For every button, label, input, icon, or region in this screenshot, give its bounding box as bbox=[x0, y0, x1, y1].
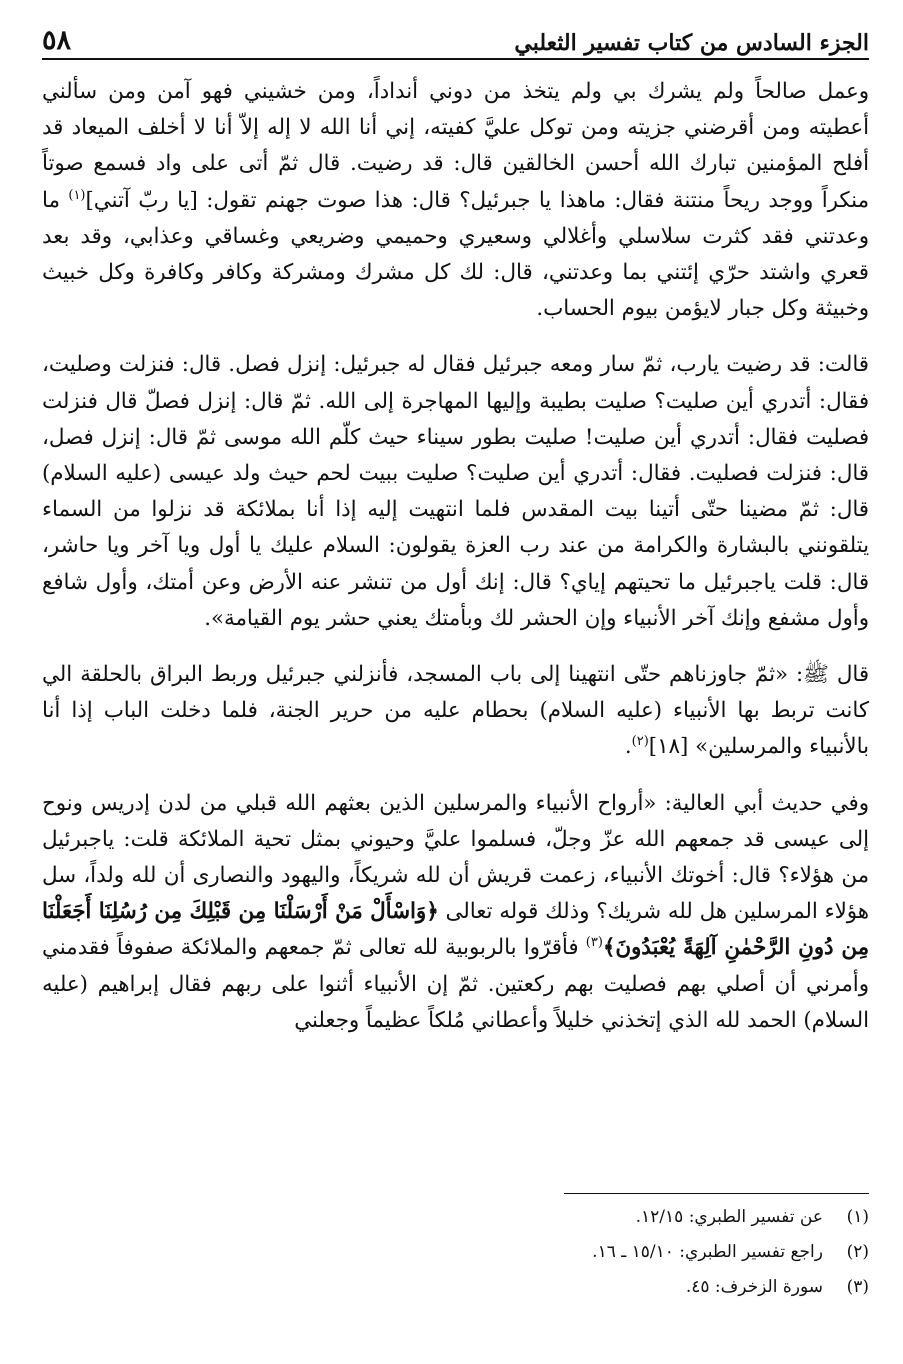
paragraph-3-text-b: . bbox=[624, 734, 632, 760]
footnote-item bbox=[42, 1200, 869, 1235]
footnote-ref-1: (١) bbox=[68, 187, 86, 203]
book-page bbox=[42, 20, 869, 1344]
footnote-ref-3: (٣) bbox=[585, 935, 603, 951]
paragraph-2: قالت: قد رضيت يارب، ثمّ سار ومعه جبرئيل فقال له جبرئيل: إنزل فصل. قال: فنزلت وصليت، فقال: أتدري أين صليت؟ صليت بطيبة وإليها المهاجرة إلى الله. ثمّ قال: إنزل فصلّ قال فنزلت فصليت فقال: أتدري أين صليت! صليت بطور سيناء حيث كلّم الله موسى ثمّ قال: إنزل فصل، قال: فنزلت فصليت. فقال: أتدري أين صليت؟ صليت ببيت لحم حيث ولد عيسى (عليه السلام) قال: ثمّ مضينا حتّى أتينا بيت المقدس فلما انتهيت إليه إذا أنا بملائكة قد نزلوا من السماء يتلقونني بالبشارة والكرامة من عند رب العزة يقولون: السلام عليك يا أول ويا آخر ويا حاشر، قال: قلت ياجبرئيل ما تحيتهم إياي؟ قال: إنك أول من تنشر عنه الأرض وعن أمتك، وأول شافع وأول مشفع وإنك آخر الأنبياء وإن الحشر لك وبأمتك يعني حشر يوم القيامة». bbox=[42, 352, 869, 631]
footnote-ref-2: (٢) bbox=[631, 734, 649, 750]
main-text bbox=[42, 74, 869, 1039]
running-title: الجزء السادس من كتاب تفسير الثعلبي bbox=[514, 30, 869, 56]
quran-verse: ﴿وَاسْأَلْ مَنْ أَرْسَلْنَا مِن قَبْلِكَ مِن رُسُلِنَا أَجَعَلْنَا مِن دُونِ الرَّحْمٰنِ آلِهَةً يُعْبَدُونَ﴾ bbox=[42, 899, 869, 961]
footnote-item bbox=[42, 1235, 869, 1270]
paragraph-1-text-b: ما وعدتني فقد كثرت سلاسلي وأغلالي وسعيري وحميمي وضريعي وغساقي وعذابي، وقد بعد قعري واشتد حرّي إئتني بما وعدتني، قال: لك كل مشرك ومشركة وكافر وكافرة وكل خبيث وخبيثة وكل جبار لايؤمن بيوم الحساب. bbox=[42, 187, 869, 322]
paragraph-4-text-a: وفي حديث أبي العالية: «أرواح الأنبياء والمرسلين الذين بعثهم الله قبلي من لدن إدريس ونوح إلى عيسى قد جمعهم الله عزّ وجلّ، فسلموا عليَّ وحيوني بمثل تحية الملائكة قلت: ياجبرئيل من هؤلاء؟ قال: أخوتك الأنبياء، زعمت قريش أن لله شريكاً، واليهود والنصارى أن لله ولداً، سل هؤلاء المرسلين هل لله شريك؟ وذلك قوله تعالى bbox=[42, 790, 870, 925]
footnote-number: (٣) bbox=[846, 1277, 869, 1297]
footnote-number: (٢) bbox=[846, 1242, 869, 1262]
footnote-item bbox=[42, 1270, 869, 1305]
footnote-divider bbox=[564, 1193, 869, 1194]
page-number: ٥٨ bbox=[42, 25, 72, 56]
footnote-text: سورة الزخرف: ٤٥. bbox=[685, 1277, 823, 1297]
footnotes bbox=[42, 1193, 869, 1305]
footnote-text: عن تفسير الطبري: ١٢/١٥. bbox=[635, 1207, 823, 1227]
paragraph-3 bbox=[42, 657, 869, 766]
footnote-text: راجع تفسير الطبري: ١٥/١٠ ـ ١٦. bbox=[592, 1242, 823, 1262]
running-header bbox=[42, 20, 869, 60]
paragraph-4 bbox=[42, 786, 869, 1039]
footnote-number: (١) bbox=[846, 1207, 869, 1227]
paragraph-4-text-b: فأقرّوا بالربوبية لله تعالى ثمّ جمعهم والملائكة صفوفاً فقدمني وأمرني أن أصلي بهم فصليت بهم ركعتين. ثمّ إن الأنبياء أثنوا على ربهم فقال إبراهيم (عليه السلام) الحمد لله الذي إتخذني خليلاً وأعطاني مُلكاً عظيماً وجعلني bbox=[42, 935, 869, 1033]
paragraph-1 bbox=[42, 74, 869, 327]
paragraph-1-text-a: وعمل صالحاً ولم يشرك بي ولم يتخذ من دوني أنداداً، ومن خشيني فهو آمن ومن سألني أعطيته ومن أقرضني جزيته ومن توكل عليَّ كفيته، إني أنا الله لا إله إلاّ أنا لا أخلف الميعاد قد أفلح المؤمنين تبارك الله أحسن الخالقين قال: قد رضيت. قال ثمّ أتى على واد فسمع صوتاً منكراً ووجد ريحاً منتنة فقال: ماهذا يا جبرئيل؟ قال: هذا صوت جهنم تقول: [يا ربّ آتني] bbox=[42, 79, 870, 213]
paragraph-3-text-a: قال ﷺ: «ثمّ جاوزناهم حتّى انتهينا إلى باب المسجد، فأنزلني جبرئيل وربط البراق بالحلقة الي كانت تربط بها الأنبياء (عليه السلام) بحطام عليه من حرير الجنة، فلما دخلت الباب إذا أنا بالأنبياء والمرسلين» [١٨] bbox=[42, 662, 869, 760]
